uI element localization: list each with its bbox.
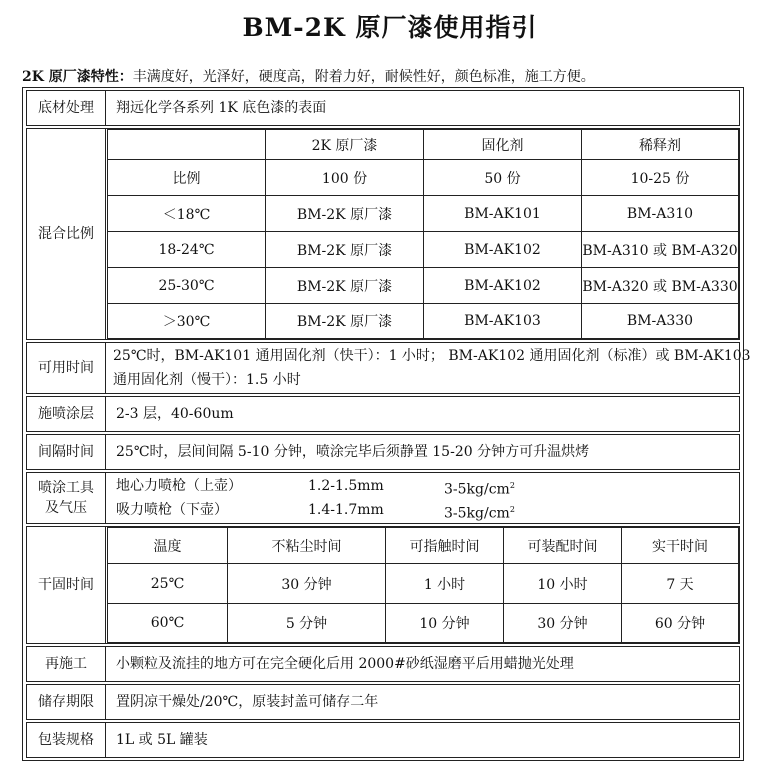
drying-cell: 60℃ xyxy=(108,604,228,642)
drying-cell: 5 分钟 xyxy=(228,604,386,642)
drying-cell: 10 分钟 xyxy=(386,604,504,642)
value-coats: 2-3 层，40-60um xyxy=(116,406,234,422)
drying-cell: 实干时间 xyxy=(622,528,738,564)
tool-nozzle-2: 1.4-1.7mm xyxy=(308,502,384,518)
tool-pressure-1: $3-5kg/cm^2$ xyxy=(444,481,515,498)
drying-cell: 温度 xyxy=(108,528,228,564)
label-tools-line1: 喷涂工具 xyxy=(38,480,94,496)
mixing-cell: 10-25 份 xyxy=(582,160,738,196)
label-storage: 储存期限 xyxy=(26,684,106,720)
drying-cell: 不粘尘时间 xyxy=(228,528,386,564)
mixing-cell: ＜18℃ xyxy=(108,196,266,232)
value-substrate: 翔远化学各系列 1K 底色漆的表面 xyxy=(116,100,327,116)
tool-nozzle-1: 1.2-1.5mm xyxy=(308,478,384,494)
value-pot-life-line2: 通用固化剂（慢干）：1.5 小时 xyxy=(113,372,301,388)
tool-name-2: 吸力喷枪（下壶） xyxy=(116,502,228,518)
mixing-cell: BM-AK102 xyxy=(424,232,582,268)
value-storage: 置阴凉干燥处/20℃，原装封盖可储存二年 xyxy=(116,694,379,710)
mixing-cell: BM-A320 或 BM-A330 xyxy=(582,268,738,304)
mixing-cell: 比例 xyxy=(108,160,266,196)
drying-cell: 30 分钟 xyxy=(228,564,386,604)
mixing-cell: BM-AK101 xyxy=(424,196,582,232)
mixing-cell: 50 份 xyxy=(424,160,582,196)
tool-pressure-2: $3-5kg/cm^2$ xyxy=(444,505,515,522)
label-packaging: 包装规格 xyxy=(26,722,106,758)
mixing-cell: BM-AK103 xyxy=(424,304,582,338)
superscript-2: 2 xyxy=(509,505,515,514)
drying-cell: 10 小时 xyxy=(504,564,622,604)
mixing-cell: ＞30℃ xyxy=(108,304,266,338)
drying-cell: 可装配时间 xyxy=(504,528,622,564)
drying-cell: 30 分钟 xyxy=(504,604,622,642)
label-tools xyxy=(26,472,106,524)
mixing-cell: BM-A310 或 BM-A320 xyxy=(582,232,738,268)
mixing-cell: BM-AK102 xyxy=(424,268,582,304)
features-line xyxy=(22,66,595,86)
mixing-cell: 固化剂 xyxy=(424,130,582,160)
drying-cell: 25℃ xyxy=(108,564,228,604)
drying-table xyxy=(107,527,739,643)
value-interval: 25℃时，层间间隔 5-10 分钟，喷涂完毕后须静置 15-20 分钟方可升温烘烤 xyxy=(116,444,590,460)
label-tools-line2: 及气压 xyxy=(45,500,87,516)
label-coats: 施喷涂层 xyxy=(26,396,106,432)
label-interval: 间隔时间 xyxy=(26,434,106,470)
label-recoat: 再施工 xyxy=(26,646,106,682)
tool-name-1: 地心力喷枪（上壶） xyxy=(116,478,242,494)
mixing-cell: BM-A330 xyxy=(626,313,694,329)
mixing-cell: BM-A310 xyxy=(582,196,738,232)
features-label: 2K 原厂漆特性： xyxy=(22,69,133,85)
mixing-table xyxy=(107,129,739,339)
mixing-cell: 2K 原厂漆 xyxy=(266,130,424,160)
drying-cell: 可指触时间 xyxy=(386,528,504,564)
superscript-2: 2 xyxy=(509,481,515,490)
mixing-cell xyxy=(108,130,266,160)
drying-cell: 1 小时 xyxy=(386,564,504,604)
mixing-cell: 25-30℃ xyxy=(108,268,266,304)
label-mixing: 混合比例 xyxy=(26,128,106,340)
features-text: 丰满度好，光泽好，硬度高，附着力好，耐候性好，颜色标准，施工方便。 xyxy=(132,69,595,85)
mixing-cell: BM-2K 原厂漆 xyxy=(266,232,424,268)
mixing-cell: BM-2K 原厂漆 xyxy=(266,304,424,338)
drying-cell: 60 分钟 xyxy=(654,616,706,632)
value-pot-life-line1: 25℃时，BM-AK101 通用固化剂（快干）：1 小时； BM-AK102 通用固化剂（标准）或 BM-AK103 xyxy=(113,348,751,364)
mixing-cell: BM-2K 原厂漆 xyxy=(266,268,424,304)
value-recoat: 小颗粒及流挂的地方可在完全硬化后用 2000#砂纸湿磨平后用蜡抛光处理 xyxy=(116,656,574,672)
label-drying: 干固时间 xyxy=(26,526,106,644)
value-packaging: 1L 或 5L 罐装 xyxy=(116,732,208,748)
mixing-cell: 100 份 xyxy=(266,160,424,196)
label-pot-life: 可用时间 xyxy=(26,342,106,394)
mixing-cell: BM-2K 原厂漆 xyxy=(266,196,424,232)
drying-cell: 7 天 xyxy=(622,564,738,604)
label-substrate: 底材处理 xyxy=(26,90,106,126)
page-title: BM-2K 原厂漆使用指引 xyxy=(242,13,538,42)
mixing-cell: 稀释剂 xyxy=(582,130,738,160)
mixing-cell: 18-24℃ xyxy=(108,232,266,268)
